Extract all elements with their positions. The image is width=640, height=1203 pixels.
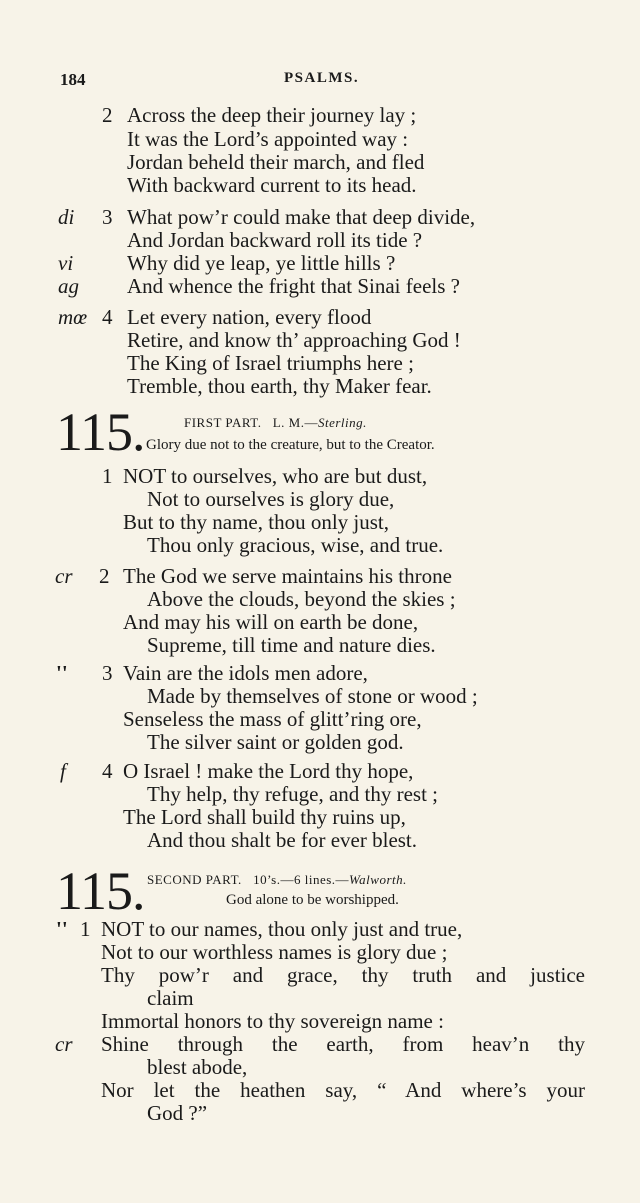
dynamic-mark: ag bbox=[58, 274, 79, 298]
verse-line: Across the deep their journey lay ; bbox=[127, 103, 417, 127]
hymn-number: 115. bbox=[56, 861, 145, 921]
part-label: SECOND PART. bbox=[147, 872, 242, 887]
tune-name: Sterling. bbox=[317, 415, 367, 430]
verse-line: Shine through the earth, from heav’n thy bbox=[101, 1032, 585, 1056]
verse-line: The King of Israel triumphs here ; bbox=[127, 351, 414, 375]
dynamic-mark: '' bbox=[56, 917, 68, 941]
verse-line: Jordan beheld their march, and fled bbox=[127, 150, 425, 174]
meter-label: L. M.— bbox=[272, 415, 318, 430]
verse-line: Not to our worthless names is glory due ; bbox=[101, 940, 448, 964]
part-label: FIRST PART. bbox=[184, 415, 262, 430]
verse-line: God ?” bbox=[147, 1101, 208, 1125]
verse-line: But to thy name, thou only just, bbox=[123, 510, 389, 534]
verse-line: With backward current to its head. bbox=[127, 173, 417, 197]
verse-line: Immortal honors to thy sovereign name : bbox=[101, 1009, 444, 1033]
verse-line: Supreme, till time and nature dies. bbox=[147, 633, 436, 657]
verse-line: O Israel ! make the Lord thy hope, bbox=[123, 759, 414, 783]
stanza-number: 2 bbox=[99, 564, 110, 588]
dynamic-mark: cr bbox=[55, 1032, 73, 1056]
verse-line: Thy pow’r and grace, thy truth and justice bbox=[101, 963, 585, 987]
verse-line: The Lord shall build thy ruins up, bbox=[123, 805, 406, 829]
verse-line: Vain are the idols men adore, bbox=[123, 661, 368, 685]
hymn-heading bbox=[184, 415, 367, 431]
verse-line: claim bbox=[147, 986, 194, 1010]
page-header bbox=[60, 70, 580, 92]
verse-line: Thou only gracious, wise, and true. bbox=[147, 533, 444, 557]
stanza-number: 3 bbox=[102, 205, 113, 229]
verse-line: And Jordan backward roll its tide ? bbox=[127, 228, 423, 252]
dynamic-mark: di bbox=[58, 205, 75, 229]
verse-line: And whence the fright that Sinai feels ? bbox=[127, 274, 460, 298]
verse-line: NOT to ourselves, who are but dust, bbox=[123, 464, 428, 488]
verse-line: And may his will on earth be done, bbox=[123, 610, 419, 634]
hymn-heading bbox=[147, 872, 407, 888]
stanza-number: 1 bbox=[80, 917, 91, 941]
verse-line: NOT to our names, thou only just and true, bbox=[101, 917, 463, 941]
hymn-number: 115. bbox=[56, 402, 145, 462]
verse-line: It was the Lord’s appointed way : bbox=[127, 127, 409, 151]
dynamic-mark: cr bbox=[55, 564, 73, 588]
dynamic-mark: f bbox=[60, 759, 66, 783]
stanza-number: 3 bbox=[102, 661, 113, 685]
stanza-number: 4 bbox=[102, 759, 113, 783]
page-number: 184 bbox=[60, 70, 86, 89]
verse-line: Nor let the heathen say, “ And where’s your bbox=[101, 1078, 585, 1102]
stanza-number: 2 bbox=[102, 103, 113, 127]
verse-line: Retire, and know th’ approaching God ! bbox=[127, 328, 461, 352]
tune-name: Walworth. bbox=[349, 872, 407, 887]
stanza-number: 1 bbox=[102, 464, 113, 488]
hymn-subtitle: Glory due not to the creature, but to the Creator. bbox=[146, 437, 435, 453]
verse-line: The God we serve maintains his throne bbox=[123, 564, 452, 588]
verse-line: The silver saint or golden god. bbox=[147, 730, 404, 754]
verse-line: Why did ye leap, ye little hills ? bbox=[127, 251, 396, 275]
verse-line: Let every nation, every flood bbox=[127, 305, 372, 329]
verse-line: blest abode, bbox=[147, 1055, 248, 1079]
verse-line: What pow’r could make that deep divide, bbox=[127, 205, 476, 229]
stanza-number: 4 bbox=[102, 305, 113, 329]
meter-label: 10’s.—6 lines.— bbox=[253, 872, 350, 887]
hymn-subtitle: God alone to be worshipped. bbox=[226, 892, 399, 908]
running-title: PSALMS. bbox=[284, 70, 360, 86]
verse-line: Made by themselves of stone or wood ; bbox=[147, 684, 478, 708]
dynamic-mark: '' bbox=[56, 661, 68, 685]
verse-line: Not to ourselves is glory due, bbox=[147, 487, 395, 511]
verse-line: And thou shalt be for ever blest. bbox=[147, 828, 418, 852]
dynamic-mark: vi bbox=[58, 251, 74, 275]
verse-line: Above the clouds, beyond the skies ; bbox=[147, 587, 456, 611]
verse-line: Thy help, thy refuge, and thy rest ; bbox=[147, 782, 439, 806]
verse-line: Tremble, thou earth, thy Maker fear. bbox=[127, 374, 432, 398]
verse-line: Senseless the mass of glitt’ring ore, bbox=[123, 707, 422, 731]
dynamic-mark: mœ bbox=[58, 305, 88, 329]
